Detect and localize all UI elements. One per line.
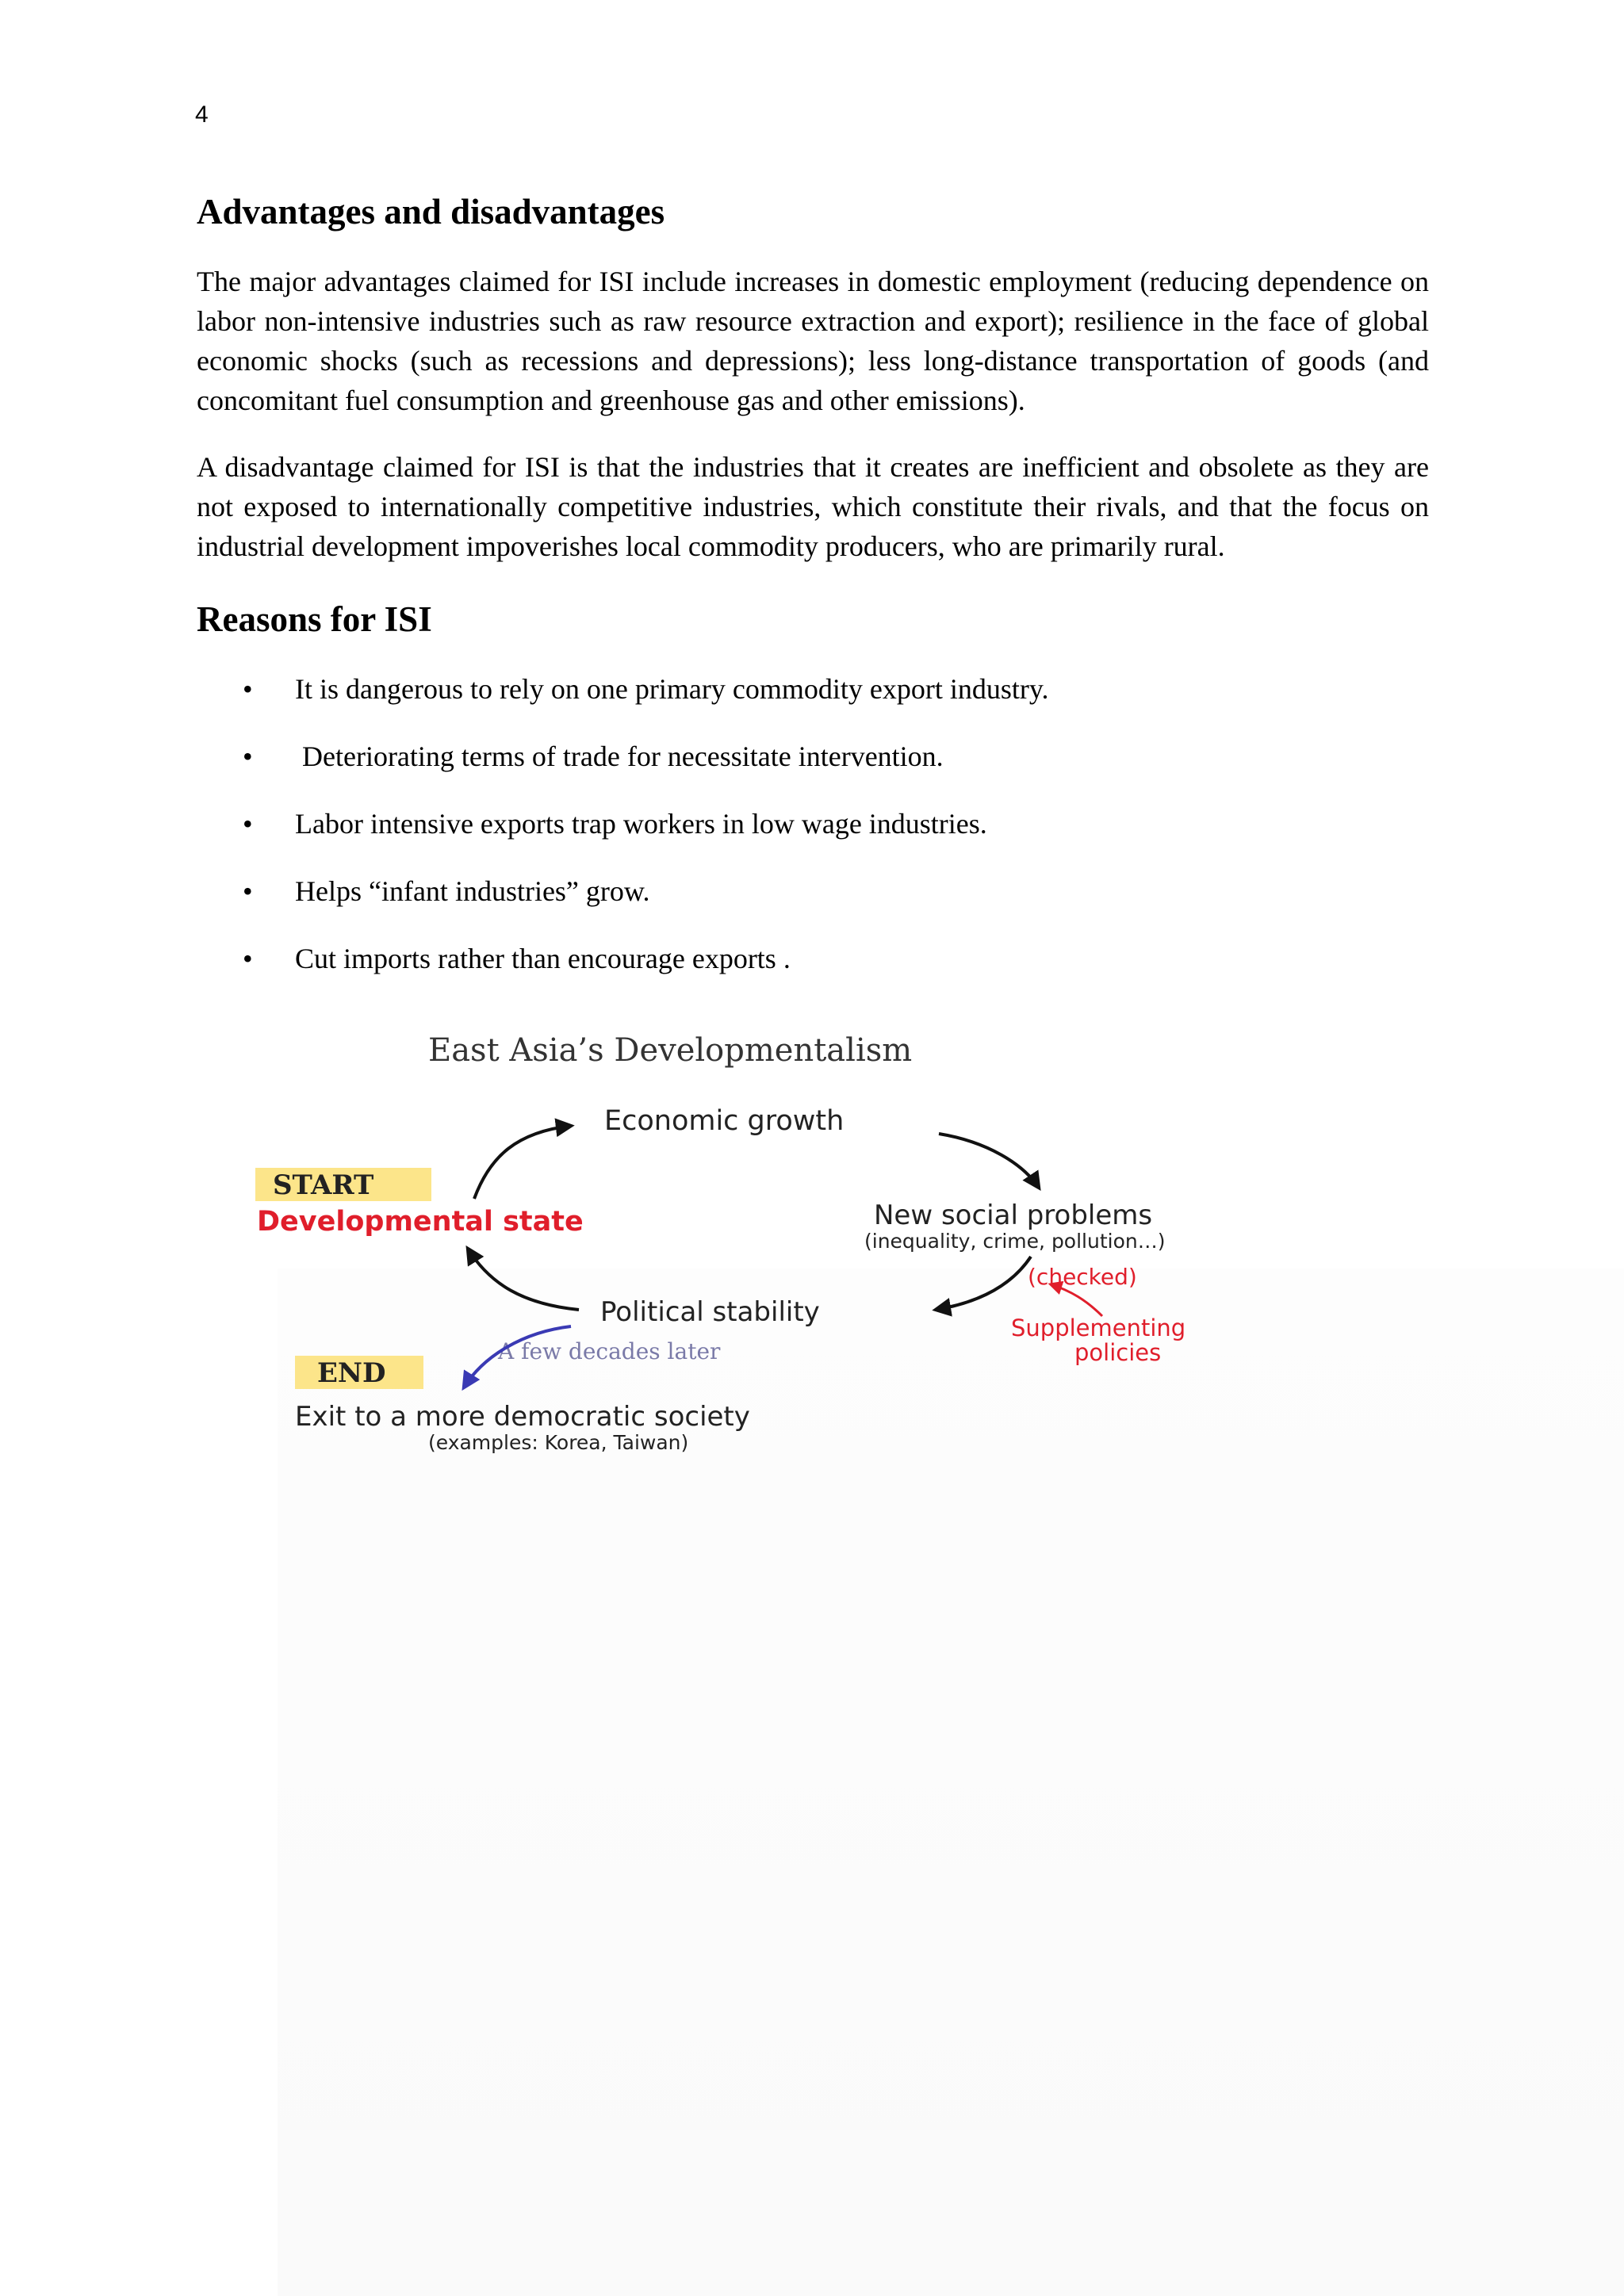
bullet-icon: •	[243, 673, 253, 705]
list-item: • It is dangerous to rely on one primary commodity export industry.	[197, 669, 1429, 709]
bullet-icon: •	[243, 943, 253, 974]
node-new-social-problems: New social problems	[874, 1200, 1153, 1231]
node-new-social-problems-sub: (inequality, crime, pollution…)	[864, 1230, 1166, 1253]
list-item: • Labor intensive exports trap workers in low wage industries.	[197, 804, 1429, 844]
section-heading-advantages: Advantages and disadvantages	[197, 192, 665, 232]
arrow-growth-to-problems	[939, 1134, 1039, 1188]
list-item: • Cut imports rather than encourage exports .	[197, 939, 1429, 978]
node-political-stability: Political stability	[600, 1296, 820, 1328]
reasons-list	[197, 669, 1429, 978]
node-economic-growth: Economic growth	[604, 1105, 845, 1137]
later-label: A few decades later	[498, 1338, 721, 1364]
diagram-title: East Asia’s Developmentalism	[428, 1032, 913, 1069]
bullet-icon: •	[243, 875, 253, 907]
list-item: • Deteriorating terms of trade for necessitate intervention.	[197, 737, 1429, 776]
policies-label: policies	[1074, 1339, 1162, 1366]
end-tag: END	[317, 1357, 386, 1389]
arrow-stability-to-state	[468, 1249, 579, 1310]
arrow-state-to-growth	[474, 1126, 571, 1199]
supplementing-label: Supplementing	[1011, 1314, 1186, 1341]
page-number: 4	[195, 101, 209, 128]
arrow-problems-to-stability	[936, 1257, 1031, 1310]
node-developmental-state: Developmental state	[257, 1206, 584, 1238]
list-item: • Helps “infant industries” grow.	[197, 871, 1429, 911]
bullet-icon: •	[243, 740, 253, 772]
node-exit-examples: (examples: Korea, Taiwan)	[428, 1431, 689, 1454]
page-content	[197, 190, 1429, 1006]
node-exit-democratic: Exit to a more democratic society	[295, 1401, 750, 1433]
paragraph-advantages: The major advantages claimed for ISI include increases in domestic employment (reducing dependence on labor non-intensive industries such as raw resource extraction and export); resilience in the face of global economic shocks (such as recessions and depressions); less long-distance transportation of goods (and concomitant fuel consumption and greenhouse gas and other emissions).	[197, 266, 1429, 416]
checked-label: (checked)	[1028, 1264, 1137, 1290]
section-heading-reasons: Reasons for ISI	[197, 599, 432, 639]
developmentalism-diagram	[238, 1015, 1285, 1459]
bullet-icon: •	[243, 808, 253, 840]
paragraph-disadvantages: A disadvantage claimed for ISI is that the industries that it creates are inefficient and obsolete as they are not exposed to internationally competitive industries, which constitute their rivals, and that the focus on industrial development impoverishes local commodity producers, who are primarily rural.	[197, 451, 1429, 562]
start-tag: START	[273, 1169, 374, 1201]
